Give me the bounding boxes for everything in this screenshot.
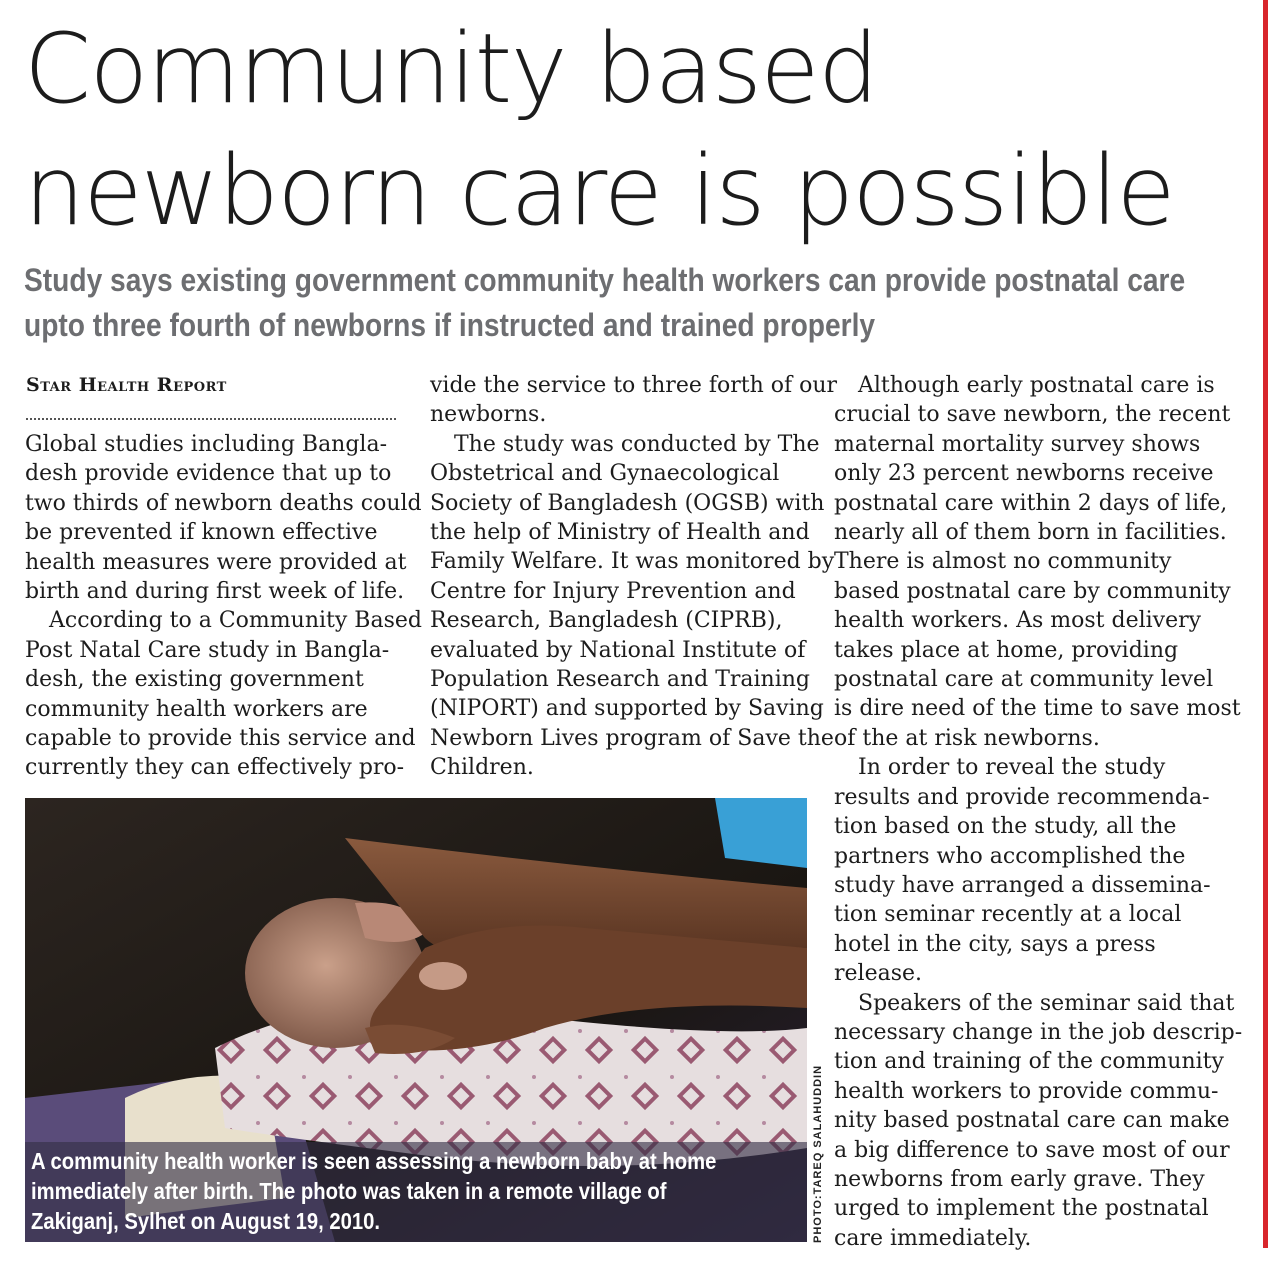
body-line: birth and during first week of life. xyxy=(25,579,405,605)
body-line: Research, Bangladesh (CIPRB), xyxy=(430,608,783,634)
body-line: a big difference to save most of our xyxy=(834,1137,1230,1163)
body-line: only 23 percent newborns receive xyxy=(834,461,1214,487)
body-line: crucial to save newborn, the recent xyxy=(834,402,1231,428)
body-line: (NIPORT) and supported by Saving xyxy=(430,696,824,722)
body-line: postnatal care at community level xyxy=(834,667,1214,693)
body-line: nearly all of them born in facilities. xyxy=(834,520,1227,546)
article-column-2 xyxy=(430,371,838,783)
body-line: the help of Ministry of Health and xyxy=(430,520,810,546)
body-line: Population Research and Training xyxy=(430,667,811,693)
body-line: partners who accomplished the xyxy=(834,843,1186,869)
body-line: Society of Bangladesh (OGSB) with xyxy=(430,490,825,516)
caption-line: immediately after birth. The photo was taken in a remote village of xyxy=(31,1178,667,1204)
body-line: Obstetrical and Gynaecological xyxy=(430,461,780,487)
article-column-3 xyxy=(834,371,1243,1253)
article-column-1 xyxy=(25,430,422,783)
photo-caption xyxy=(31,1146,807,1236)
body-line: health workers to provide commu- xyxy=(834,1078,1219,1104)
body-line: of the at risk newborns. xyxy=(834,725,1100,751)
body-line: two thirds of newborn deaths could xyxy=(25,490,422,516)
body-line: Centre for Injury Prevention and xyxy=(430,578,796,604)
page-edge-rule xyxy=(1263,0,1268,1248)
subheadline-line-1: Study says existing government community health workers can provide postnatal care xyxy=(24,262,1186,298)
body-line: capable to provide this service and xyxy=(25,726,416,752)
body-line: health measures were provided at xyxy=(25,549,407,575)
body-line: results and provide recommenda- xyxy=(834,784,1210,810)
body-line: newborns from early grave. They xyxy=(834,1166,1205,1192)
body-line: Newborn Lives program of Save the xyxy=(430,725,834,751)
caption-line: A community health worker is seen assessing a newborn baby at home xyxy=(31,1148,717,1174)
body-line: Post Natal Care study in Bangla- xyxy=(25,637,390,663)
body-line: evaluated by National Institute of xyxy=(430,637,806,663)
body-line: Global studies including Bangla- xyxy=(25,432,388,457)
body-line: community health workers are xyxy=(25,696,368,722)
body-line: urged to implement the postnatal xyxy=(834,1196,1209,1222)
subheadline xyxy=(24,258,1186,348)
body-line: newborns. xyxy=(430,402,547,428)
body-line: be prevented if known effective xyxy=(25,520,378,546)
body-line: takes place at home, providing xyxy=(834,637,1179,663)
body-line: There is almost no community xyxy=(834,549,1172,575)
body-line: desh, the existing government xyxy=(25,667,364,693)
headline-line-1: Community based xyxy=(24,13,878,125)
body-line: release. xyxy=(834,961,923,987)
subheadline-line-2: upto three fourth of newborns if instructed and trained properly xyxy=(24,307,876,343)
body-line: Children. xyxy=(430,755,534,781)
body-line: tion based on the study, all the xyxy=(834,814,1177,840)
body-line: maternal mortality survey shows xyxy=(834,431,1201,457)
body-line: According to a Community Based xyxy=(49,608,422,634)
caption-line: Zakiganj, Sylhet on August 19, 2010. xyxy=(31,1208,381,1234)
news-photo xyxy=(25,798,807,1242)
body-line: currently they can effectively pro- xyxy=(25,755,405,781)
body-line: Family Welfare. It was monitored by xyxy=(430,549,835,575)
body-line: vide the service to three forth of our xyxy=(430,373,838,398)
body-line: hotel in the city, says a press xyxy=(834,931,1156,957)
photo-credit: PHOTO:TAREQ SALAHUDDIN xyxy=(812,1064,824,1243)
body-line: based postnatal care by community xyxy=(834,578,1231,604)
body-line: The study was conducted by The xyxy=(454,431,820,457)
body-line: tion seminar recently at a local xyxy=(834,902,1182,928)
body-line: Although early postnatal care is xyxy=(858,373,1215,398)
body-line: Speakers of the seminar said that xyxy=(858,990,1235,1016)
body-line: study have arranged a dissemina- xyxy=(834,872,1211,898)
body-line: necessary change in the job descrip- xyxy=(834,1019,1243,1045)
body-line: In order to reveal the study xyxy=(858,755,1166,781)
headline-line-2: newborn care is possible xyxy=(24,135,1175,247)
body-line: is dire need of the time to save most xyxy=(834,696,1241,722)
byline: Star Health Report xyxy=(26,374,227,396)
byline-divider xyxy=(26,418,396,420)
body-line: health workers. As most delivery xyxy=(834,608,1202,634)
body-line: desh provide evidence that up to xyxy=(25,461,392,487)
headline xyxy=(24,8,1244,252)
photo-caption-overlay xyxy=(25,1142,807,1242)
body-line: postnatal care within 2 days of life, xyxy=(834,490,1228,516)
body-line: tion and training of the community xyxy=(834,1049,1224,1075)
body-line: nity based postnatal care can make xyxy=(834,1108,1230,1134)
body-line: care immediately. xyxy=(834,1225,1032,1251)
